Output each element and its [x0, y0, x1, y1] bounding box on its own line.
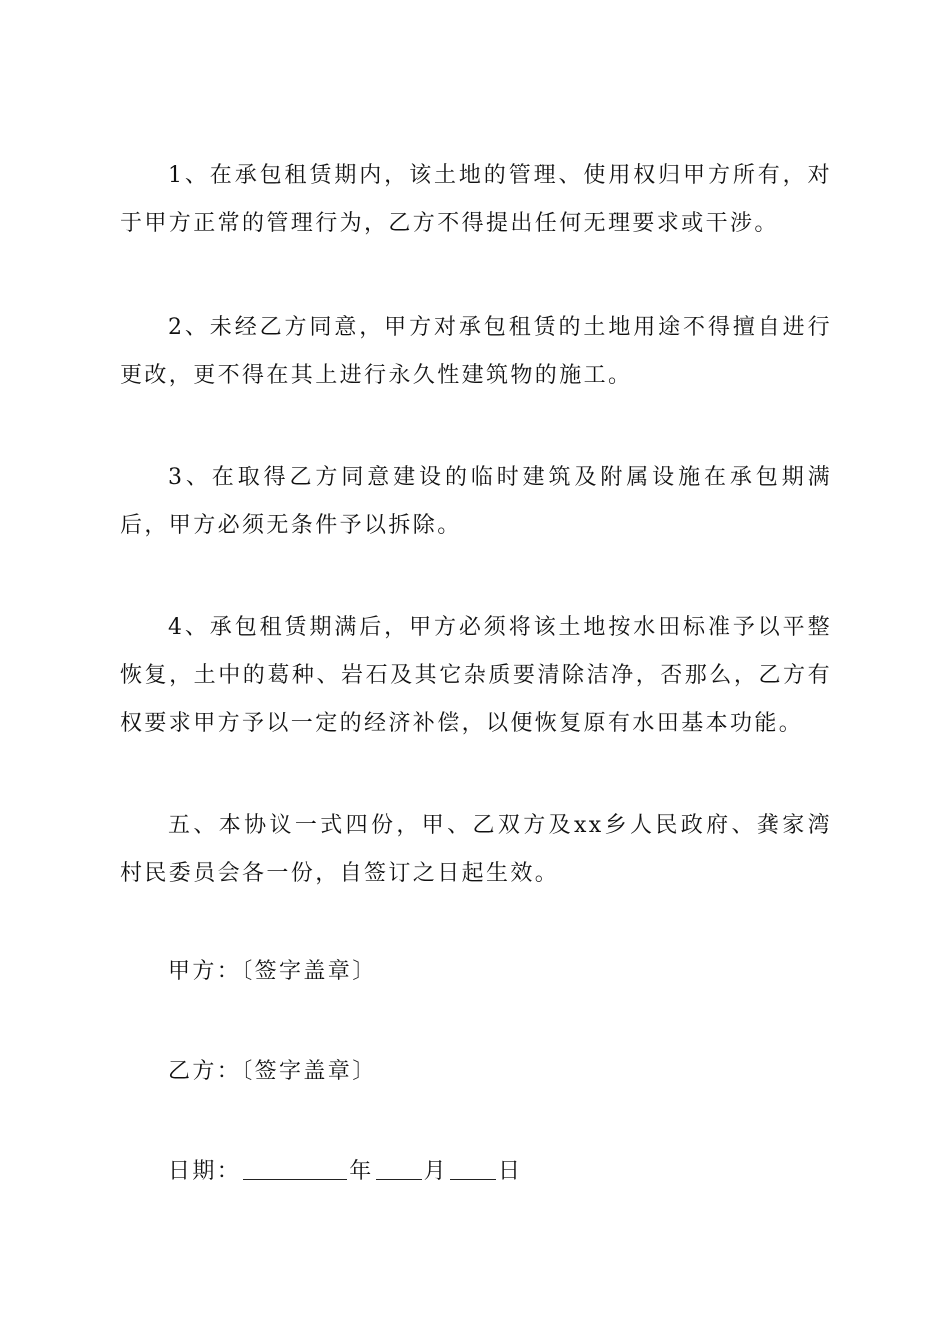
year-label: 年	[349, 1159, 374, 1184]
clause-1: 1、在承包租赁期内，该土地的管理、使用权归甲方所有，对于甲方正常的管理行为，乙方不得提出任何无理要求或干涉。	[120, 163, 832, 236]
year-blank	[243, 1153, 347, 1180]
date-label: 日期：	[168, 1159, 242, 1184]
party-a-signature: 甲方：〔签字盖章〕	[168, 959, 377, 984]
signing-date	[168, 1148, 522, 1196]
clause-4: 4、承包租赁期满后，甲方必须将该土地按水田标准予以平整恢复，土中的葛种、岩石及其它杂质要清除洁净，否那么，乙方有权要求甲方予以一定的经济补偿，以便恢复原有水田基本功能。	[120, 615, 832, 736]
clause-3: 3、在取得乙方同意建设的临时建筑及附属设施在承包期满后，甲方必须无条件予以拆除。	[120, 465, 832, 538]
day-blank	[450, 1153, 496, 1180]
party-b-signature: 乙方：〔签字盖章〕	[168, 1059, 377, 1084]
month-blank	[376, 1153, 422, 1180]
clause-5-effectiveness: 五、本协议一式四份，甲、乙双方及xx乡人民政府、龚家湾村民委员会各一份，自签订之日起生效。	[120, 813, 832, 886]
clause-2: 2、未经乙方同意，甲方对承包租赁的土地用途不得擅自进行更改，更不得在其上进行永久性建筑物的施工。	[120, 315, 832, 388]
day-label: 日	[498, 1159, 523, 1184]
month-label: 月	[423, 1159, 449, 1184]
